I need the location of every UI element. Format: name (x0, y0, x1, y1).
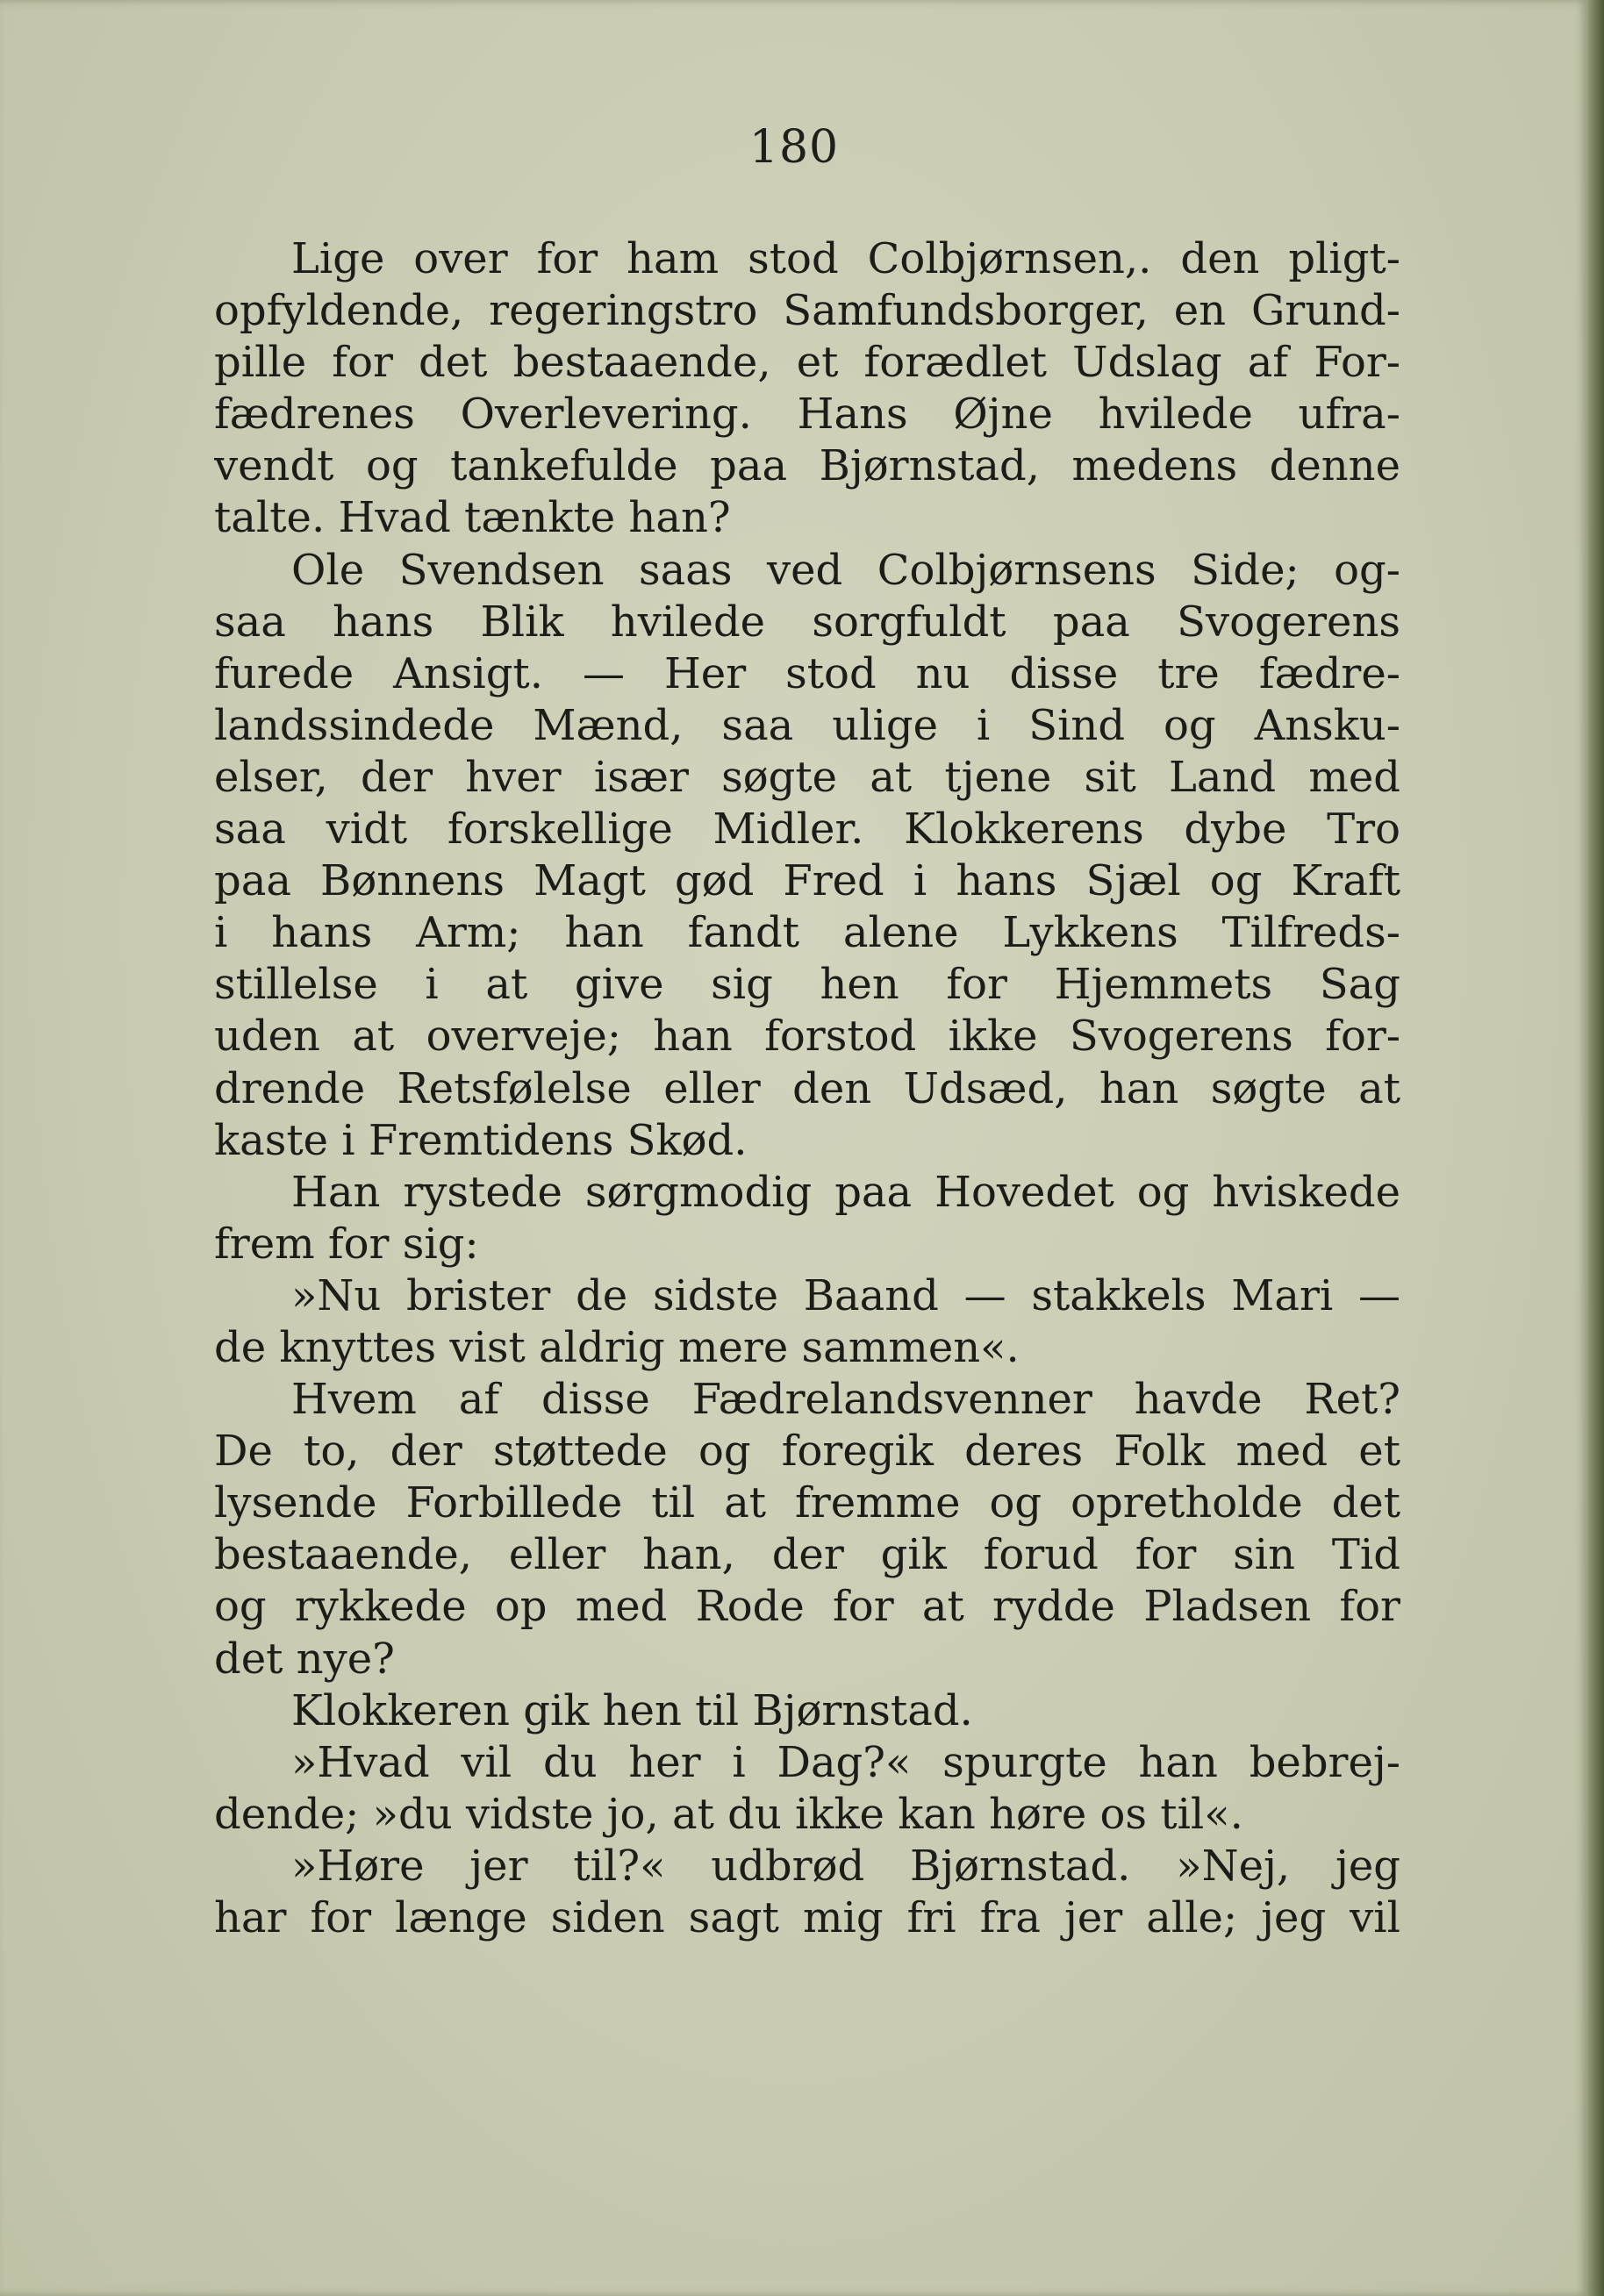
text-line: saa hans Blik hvilede sorgfuldt paa Svogerens (214, 597, 1400, 647)
text-line: det nye? (214, 1634, 395, 1684)
text-line: drende Retsfølelse eller den Udsæd, han søgte at (214, 1063, 1400, 1113)
text-line: Hvem af disse Fædrelandsvenner havde Ret? (291, 1375, 1400, 1425)
page-edge (1588, 0, 1604, 2296)
text-line: frem for sig: (214, 1219, 479, 1269)
text-line: kaste i Fremtidens Skød. (214, 1115, 748, 1165)
text-line: furede Ansigt. — Her stod nu disse tre fædre- (214, 648, 1400, 698)
text-line: stillelse i at give sig hen for Hjemmets Sag (214, 960, 1400, 1010)
text-line: talte. Hvad tænkte han? (214, 493, 731, 543)
text-line: lysende Forbillede til at fremme og opretholde det (214, 1478, 1400, 1528)
text-line: i hans Arm; han fandt alene Lykkens Tilfreds- (214, 908, 1400, 958)
text-line: »Nu brister de sidste Baand — stakkels Mari — (291, 1270, 1400, 1320)
text-line: landssindede Mænd, saa ulige i Sind og Ansku- (214, 700, 1400, 750)
text-line: fædrenes Overlevering. Hans Øjne hvilede ufra- (214, 390, 1400, 440)
text-line: opfyldende, regeringstro Samfundsborger, en Grund- (214, 286, 1400, 336)
text-line: Ole Svendsen saas ved Colbjørnsens Side; og- (291, 545, 1400, 595)
text-line: og rykkede op med Rode for at rydde Pladsen for (214, 1582, 1400, 1632)
text-line: vendt og tankefulde paa Bjørnstad, medens denne (214, 441, 1400, 491)
text-line: elser, der hver især søgte at tjene sit Land med (214, 752, 1400, 802)
text-line: de knyttes vist aldrig mere sammen«. (214, 1322, 1020, 1372)
text-line: pille for det bestaaende, et forædlet Udslag af For- (214, 338, 1400, 388)
text-line: Lige over for ham stod Colbjørnsen,. den pligt- (291, 234, 1400, 283)
text-line: »Hvad vil du her i Dag?« spurgte han bebrej- (291, 1737, 1400, 1787)
page-number: 180 (748, 121, 840, 174)
text-line: uden at overveje; han forstod ikke Svogerens for- (214, 1012, 1400, 1062)
text-line: paa Bønnens Magt gød Fred i hans Sjæl og Kraft (214, 856, 1400, 906)
text-line: Klokkeren gik hen til Bjørnstad. (291, 1685, 973, 1735)
text-line: bestaaende, eller han, der gik forud for sin Tid (214, 1530, 1400, 1580)
text-line: »Høre jer til?« udbrød Bjørnstad. »Nej, jeg (291, 1841, 1400, 1891)
text-line: saa vidt forskellige Midler. Klokkerens dybe Tro (214, 805, 1400, 855)
text-line: De to, der støttede og foregik deres Folk med et (214, 1427, 1400, 1477)
text-line: Han rystede sørgmodig paa Hovedet og hviskede (291, 1167, 1400, 1217)
text-line: har for længe siden sagt mig fri fra jer alle; jeg vil (214, 1893, 1400, 1942)
body-text (214, 233, 1400, 1944)
text-line: dende; »du vidste jo, at du ikke kan høre os til«. (214, 1789, 1243, 1839)
